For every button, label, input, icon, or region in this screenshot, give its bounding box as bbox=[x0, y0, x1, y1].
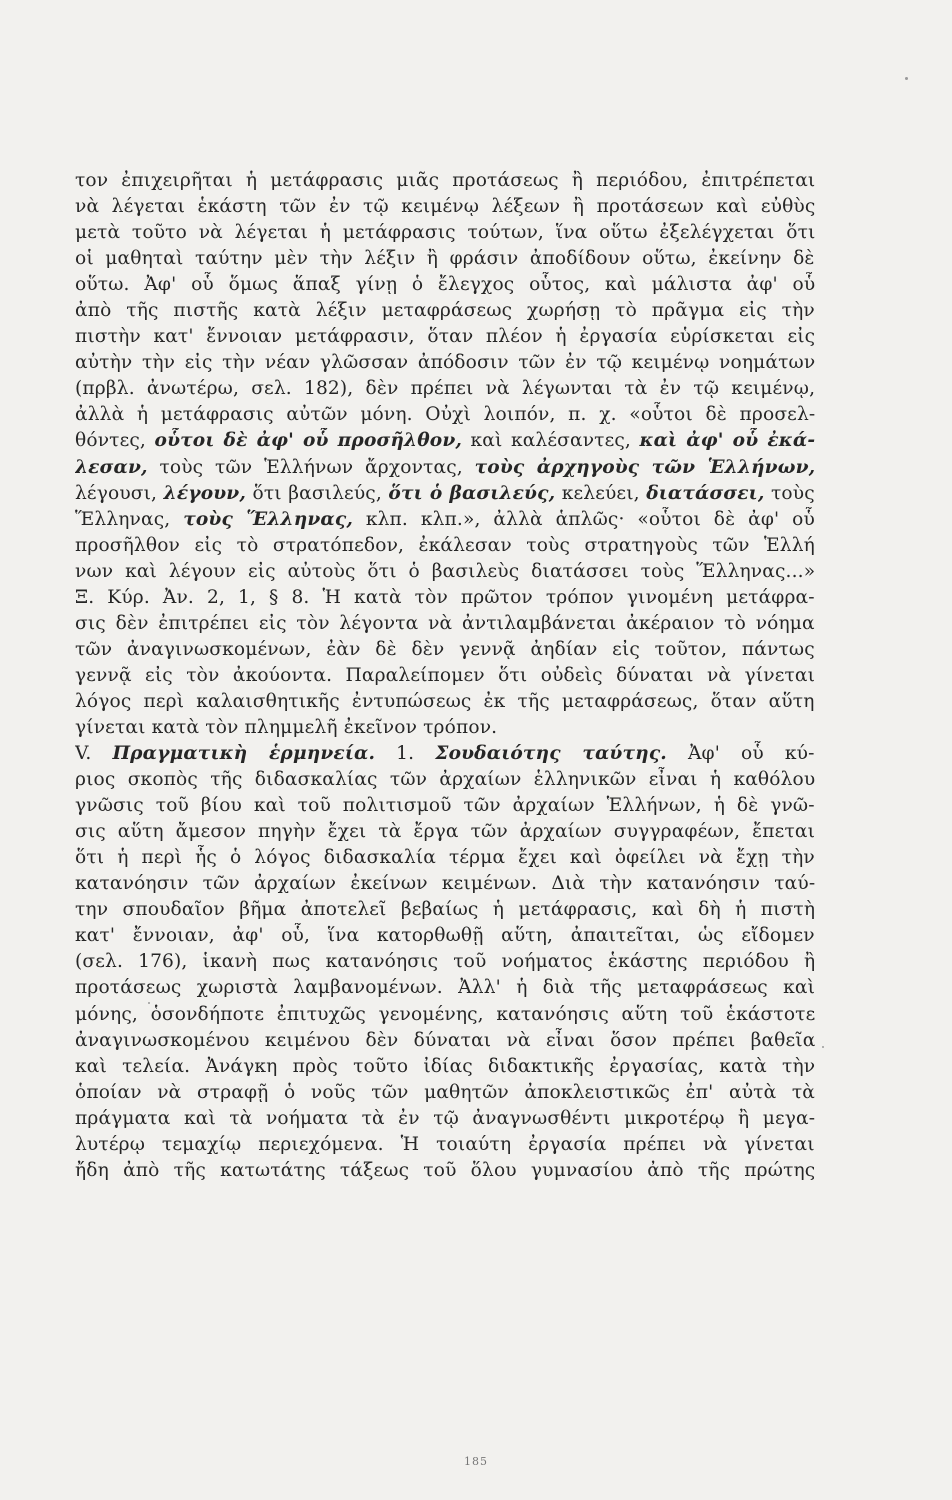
text-segment: λέγουσι, bbox=[75, 482, 164, 504]
text-line bbox=[75, 1080, 815, 1106]
text-segment: γίνεται κατὰ τὸν πλημμελῆ ἐκεῖνον τρόπον. bbox=[75, 716, 498, 738]
text-line bbox=[75, 194, 815, 220]
text-line bbox=[75, 897, 815, 923]
text-line bbox=[75, 402, 815, 428]
text-line bbox=[75, 819, 815, 845]
emphasized-text: Σουδαιότης ταύτης. bbox=[435, 743, 667, 765]
text-segment: ἀναγινωσκομένου κειμένου δὲν δύναται νὰ εἶναι ὅσον πρέπει βαθεῖα bbox=[75, 1029, 815, 1051]
body-text bbox=[75, 168, 815, 1184]
text-segment: V. bbox=[75, 743, 113, 765]
text-segment: γνῶσις τοῦ βίου καὶ τοῦ πολιτισμοῦ τῶν ἀρχαίων Ἑλλήνων, ἡ δὲ γνῶ- bbox=[75, 795, 815, 817]
text-segment: λυτέρῳ τεμαχίῳ περιεχόμενα. Ἡ τοιαύτη ἐργασία πρέπει νὰ γίνεται bbox=[75, 1133, 815, 1155]
text-segment: καὶ τελεία. Ἀνάγκη πρὸς τοῦτο ἰδίας διδακτικῆς ἐργασίας, κατὰ τὴν bbox=[75, 1055, 815, 1077]
text-line bbox=[75, 350, 815, 376]
text-segment: τῶν ἀναγινωσκομένων, ἐὰν δὲ δὲν γεννᾷ ἀηδίαν εἰς τοῦτον, πάντως bbox=[75, 638, 815, 660]
text-segment: (πρβλ. ἀνωτέρω, σελ. 182), δὲν πρέπει νὰ λέγωνται τὰ ἐν τῷ κειμένῳ, bbox=[75, 378, 815, 400]
emphasized-text: ὅτι ὁ βασιλεύς, bbox=[388, 482, 556, 504]
text-line bbox=[75, 741, 815, 767]
text-segment: Ξ. Κύρ. Ἀν. 2, 1, § 8. Ἡ κατὰ τὸν πρῶτον τρόπον γινομένη μετάφρα- bbox=[75, 586, 815, 608]
text-segment: νων καὶ λέγουν εἰς αὐτοὺς ὅτι ὁ βασιλεὺς διατάσσει τοὺς Ἕλληνας...» bbox=[75, 560, 815, 582]
paper-speck bbox=[148, 1002, 150, 1004]
page-number: 185 bbox=[464, 1455, 488, 1468]
emphasized-text: οὗτοι δὲ ἀφ' οὗ προσῆλθον, bbox=[154, 430, 462, 452]
text-segment: γεννᾷ εἰς τὸν ἀκούοντα. Παραλείπομεν ὅτι οὐδεὶς δύναται νὰ γίνεται bbox=[75, 664, 815, 686]
emphasized-text: Πραγματικὴ ἑρμηνεία. bbox=[112, 743, 376, 765]
text-line bbox=[75, 220, 815, 246]
paper-speck bbox=[822, 1046, 824, 1048]
text-line bbox=[75, 455, 815, 481]
text-segment: σις αὕτη ἄμεσον πηγὴν ἔχει τὰ ἔργα τῶν ἀρχαίων συγγραφέων, ἔπεται bbox=[75, 821, 815, 843]
text-line bbox=[75, 533, 815, 559]
text-line bbox=[75, 507, 815, 533]
text-line bbox=[75, 975, 815, 1001]
text-line bbox=[75, 376, 815, 402]
text-segment: (σελ. 176), ἱκανὴ πως κατανόησις τοῦ νοήματος ἑκάστης περιόδου ἢ bbox=[75, 951, 815, 973]
text-line bbox=[75, 949, 815, 975]
text-segment: Ἀφ' οὗ κύ- bbox=[666, 743, 815, 765]
text-segment: τοὺς bbox=[764, 482, 815, 504]
text-line bbox=[75, 611, 815, 637]
text-line bbox=[75, 272, 815, 298]
text-line bbox=[75, 1028, 815, 1054]
text-segment: θόντες, bbox=[75, 430, 155, 452]
text-line bbox=[75, 637, 815, 663]
text-line bbox=[75, 298, 815, 324]
text-segment: ἀπὸ τῆς πιστῆς κατὰ λέξιν μεταφράσεως χωρήσῃ τὸ πρᾶγμα εἰς τὴν bbox=[75, 300, 815, 322]
text-segment: τοὺς τῶν Ἑλλήνων ἄρχοντας, bbox=[147, 456, 475, 478]
text-segment: κατ' ἔννοιαν, ἀφ' οὗ, ἵνα κατορθωθῇ αὕτη, ἀπαιτεῖται, ὡς εἴδομεν bbox=[75, 925, 815, 947]
text-segment: προσῆλθον εἰς τὸ στρατόπεδον, ἐκάλεσαν τοὺς στρατηγοὺς τῶν Ἑλλή bbox=[75, 534, 815, 556]
text-line bbox=[75, 923, 815, 949]
emphasized-text: λέγουν, bbox=[163, 482, 246, 504]
text-segment: προτάσεως χωριστὰ λαμβανομένων. Ἀλλ' ἡ διὰ τῆς μεταφράσεως καὶ bbox=[75, 977, 815, 999]
text-line bbox=[75, 689, 815, 715]
text-line bbox=[75, 559, 815, 585]
text-line bbox=[75, 246, 815, 272]
paper-speck bbox=[905, 77, 908, 80]
text-segment: οὕτω. Ἀφ' οὗ ὅμως ἅπαξ γίνῃ ὁ ἔλεγχος οὗτος, καὶ μάλιστα ἀφ' οὗ bbox=[75, 274, 815, 296]
text-line bbox=[75, 871, 815, 897]
text-segment: μετὰ τοῦτο νὰ λέγεται ἡ μετάφρασις τούτων, ἵνα οὕτω ἐξελέγχεται ὅτι bbox=[75, 222, 815, 244]
text-segment: σις δὲν ἐπιτρέπει εἰς τὸν λέγοντα νὰ ἀντιλαμβάνεται ἀκέραιον τὸ νόημα bbox=[75, 612, 815, 634]
text-line bbox=[75, 845, 815, 871]
emphasized-text: καὶ ἀφ' οὗ ἐκά- bbox=[639, 430, 815, 452]
text-segment: ἀλλὰ ἡ μετάφρασις αὐτῶν μόνη. Οὐχὶ λοιπόν, π. χ. «οὗτοι δὲ προσελ- bbox=[75, 404, 815, 426]
text-segment: πιστὴν κατ' ἔννοιαν μετάφρασιν, ὅταν πλέον ἡ ἐργασία εὑρίσκεται εἰς bbox=[75, 326, 815, 348]
text-segment: κλπ. κλπ.», ἀλλὰ ἁπλῶς· «οὗτοι δὲ ἀφ' οὗ bbox=[352, 508, 815, 530]
text-segment: πράγματα καὶ τὰ νοήματα τὰ ἐν τῷ ἀναγνωσθέντι μικροτέρῳ ἢ μεγα- bbox=[75, 1107, 815, 1129]
emphasized-text: τοὺς ἀρχηγοὺς τῶν Ἑλλήνων, bbox=[474, 456, 815, 478]
text-line bbox=[75, 481, 815, 507]
text-segment: 1. bbox=[375, 743, 436, 765]
text-line bbox=[75, 1054, 815, 1080]
text-segment: ὁποίαν νὰ στραφῇ ὁ νοῦς τῶν μαθητῶν ἀποκλειστικῶς ἐπ' αὐτὰ τὰ bbox=[75, 1081, 815, 1103]
text-segment: κατανόησιν τῶν ἀρχαίων ἐκείνων κειμένων. Διὰ τὴν κατανόησιν ταύ- bbox=[75, 873, 815, 895]
emphasized-text: λεσαν, bbox=[75, 456, 148, 478]
text-line bbox=[75, 1158, 815, 1184]
emphasized-text: τοὺς Ἕλληνας, bbox=[183, 508, 353, 530]
text-segment: οἱ μαθηταὶ ταύτην μὲν τὴν λέξιν ἢ φράσιν ἀποδίδουν οὕτω, ἐκείνην δὲ bbox=[75, 248, 815, 270]
text-line bbox=[75, 1002, 815, 1028]
text-segment: ἤδη ἀπὸ τῆς κατωτάτης τάξεως τοῦ ὅλου γυμνασίου ἀπὸ τῆς πρώτης bbox=[75, 1159, 815, 1181]
text-segment: κελεύει, bbox=[555, 482, 647, 504]
text-segment: την σπουδαῖον βῆμα ἀποτελεῖ βεβαίως ἡ μετάφρασις, καὶ δὴ ἡ πιστὴ bbox=[75, 899, 815, 921]
text-line bbox=[75, 663, 815, 689]
text-segment: ὅτι ἡ περὶ ἧς ὁ λόγος διδασκαλία τέρμα ἔχει καὶ ὀφείλει νὰ ἔχῃ τὴν bbox=[75, 847, 815, 869]
text-line bbox=[75, 168, 815, 194]
text-segment: ριος σκοπὸς τῆς διδασκαλίας τῶν ἀρχαίων ἑλληνικῶν εἶναι ἡ καθόλου bbox=[75, 769, 815, 791]
text-segment: Ἕλληνας, bbox=[75, 508, 184, 530]
text-segment: νὰ λέγεται ἑκάστη τῶν ἐν τῷ κειμένῳ λέξεων ἢ προτάσεων καὶ εὐθὺς bbox=[75, 196, 815, 218]
text-line bbox=[75, 324, 815, 350]
text-line bbox=[75, 1106, 815, 1132]
text-line bbox=[75, 428, 815, 454]
text-line bbox=[75, 1132, 815, 1158]
text-line bbox=[75, 715, 815, 741]
text-line bbox=[75, 793, 815, 819]
text-line bbox=[75, 767, 815, 793]
text-segment: λόγος περὶ καλαισθητικῆς ἐντυπώσεως ἐκ τῆς μεταφράσεως, ὅταν αὕτη bbox=[75, 690, 815, 712]
text-segment: ὅτι βασιλεύς, bbox=[245, 482, 389, 504]
text-line bbox=[75, 585, 815, 611]
text-segment: καὶ καλέσαντες, bbox=[462, 430, 640, 452]
text-segment: αὐτὴν τὴν εἰς τὴν νέαν γλῶσσαν ἀπόδοσιν τῶν ἐν τῷ κειμένῳ νοημάτων bbox=[75, 352, 815, 374]
emphasized-text: διατάσσει, bbox=[646, 482, 765, 504]
text-segment: μόνης, ὁσονδήποτε ἐπιτυχῶς γενομένης, κατανόησις αὕτη τοῦ ἑκάστοτε bbox=[75, 1003, 815, 1025]
text-segment: τον ἐπιχειρῆται ἡ μετάφρασις μιᾶς προτάσεως ἢ περιόδου, ἐπιτρέπεται bbox=[75, 170, 815, 191]
